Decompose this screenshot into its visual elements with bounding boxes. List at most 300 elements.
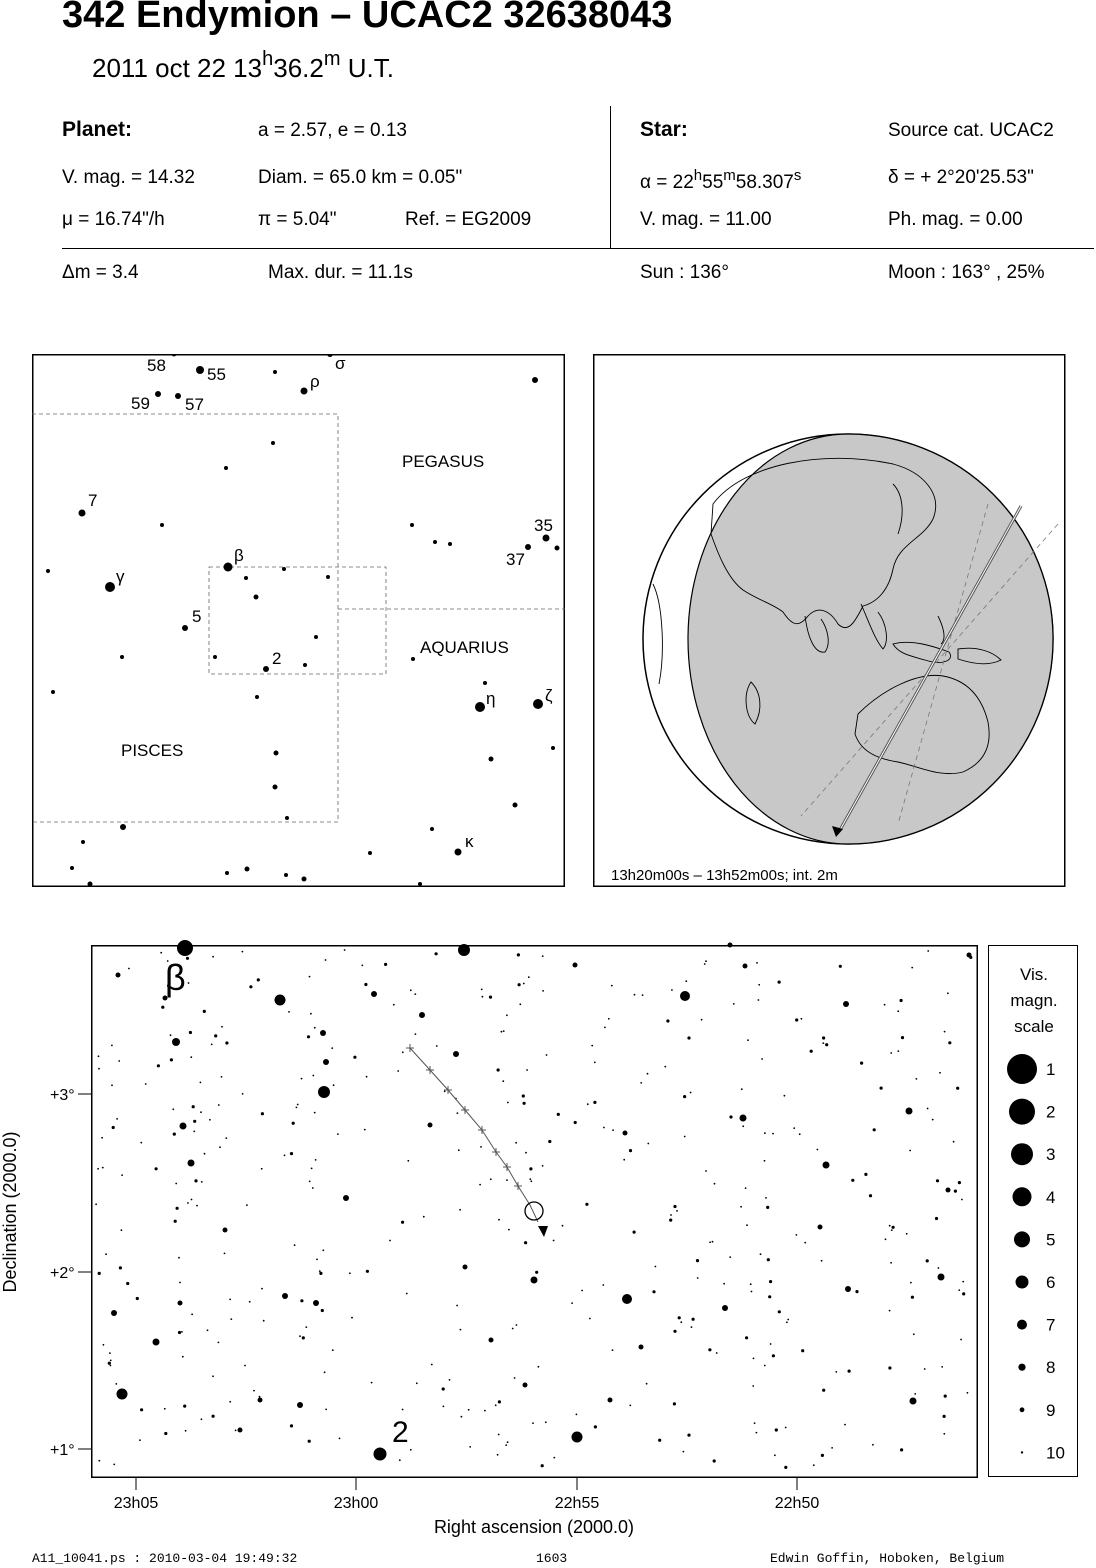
faint-star-253	[401, 1221, 404, 1224]
faint-star-309	[844, 1424, 846, 1426]
finder-star-9	[224, 466, 228, 470]
faint-star-338	[190, 1056, 192, 1058]
detail-chart	[0, 930, 1096, 1540]
alpha-s-val: 58.307	[735, 172, 794, 193]
faint-star-293	[324, 1371, 326, 1373]
legend-dot-3	[1011, 1143, 1033, 1165]
star-label-2: 2	[392, 1416, 409, 1449]
faint-star-246	[118, 1060, 120, 1062]
faint-star-99	[851, 1179, 854, 1182]
faint-star-147	[174, 1220, 177, 1223]
ytick-3: +3°	[50, 1087, 75, 1104]
faint-star-67	[557, 1113, 560, 1116]
table-divider	[610, 106, 611, 248]
faint-star-345	[774, 1454, 776, 1456]
faint-star-167	[314, 1112, 316, 1114]
faint-star-93	[389, 1240, 391, 1242]
finder-star-45	[81, 840, 85, 844]
faint-star-113	[967, 1392, 969, 1394]
faint-star-20	[932, 1119, 934, 1121]
faint-star-414	[813, 1464, 815, 1466]
faint-star-73	[461, 1416, 463, 1418]
finder-star-11	[160, 523, 164, 527]
faint-star-343	[263, 1320, 265, 1322]
faint-star-151	[442, 1387, 445, 1390]
star-heading: Star:	[640, 118, 688, 141]
faint-star-371	[548, 1140, 551, 1143]
detail-star-36	[523, 1383, 528, 1388]
faint-star-26	[750, 1283, 752, 1285]
detail-star-41	[428, 1123, 433, 1128]
faint-star-41	[523, 983, 525, 985]
page-title: 342 Endymion – UCAC2 32638043	[62, 0, 673, 36]
faint-star-401	[113, 1464, 115, 1466]
faint-star-135	[344, 949, 346, 951]
faint-star-303	[308, 1440, 311, 1443]
faint-star-79	[290, 1152, 293, 1155]
faint-star-378	[225, 1041, 228, 1044]
faint-star-334	[709, 1241, 711, 1243]
detail-star-44	[843, 1001, 849, 1007]
faint-star-152	[212, 956, 214, 958]
faint-star-283	[136, 1297, 139, 1300]
faint-star-324	[112, 1126, 115, 1129]
faint-star-329	[546, 1054, 548, 1056]
finder-star-43	[430, 827, 434, 831]
faint-star-326	[189, 1031, 192, 1034]
faint-star-331	[821, 1454, 824, 1457]
faint-star-34	[880, 1087, 883, 1090]
faint-star-419	[553, 1240, 555, 1242]
xtick-22h50: 22h50	[774, 1495, 820, 1512]
footer-left: A11_10041.ps : 2010-03-04 19:49:32	[32, 1551, 298, 1566]
detail-star-35	[238, 1428, 243, 1433]
track-arrow	[538, 1226, 548, 1237]
faint-star-13	[772, 1133, 774, 1135]
faint-star-92	[938, 1267, 940, 1269]
faint-star-0	[524, 1241, 527, 1244]
legend-mag-9: 9	[1046, 1400, 1056, 1420]
faint-star-178	[307, 1035, 310, 1038]
faint-star-149	[312, 1075, 314, 1077]
faint-star-320	[517, 953, 520, 956]
faint-star-369	[435, 952, 438, 955]
faint-star-54	[201, 1418, 203, 1420]
faint-star-48	[723, 1283, 725, 1285]
faint-star-219	[910, 1282, 912, 1284]
faint-star-80	[207, 1329, 209, 1331]
faint-star-69	[436, 1045, 438, 1047]
finder-star-49	[245, 867, 250, 872]
faint-star-363	[629, 1405, 631, 1407]
faint-star-105	[366, 1076, 368, 1078]
detail-star-7	[188, 1160, 195, 1167]
faint-star-155	[969, 956, 972, 959]
faint-star-39	[822, 1389, 825, 1392]
faint-star-405	[364, 983, 367, 986]
faint-star-370	[128, 968, 130, 970]
faint-star-323	[253, 1390, 255, 1392]
faint-star-11	[958, 1181, 961, 1184]
label-gamma: γ	[116, 567, 125, 586]
finder-star-16	[525, 544, 531, 550]
faint-star-409	[292, 1122, 295, 1125]
detail-star-16	[453, 1051, 459, 1057]
faint-star-310	[221, 1076, 223, 1078]
detail-star-29	[639, 1345, 644, 1350]
faint-star-269	[468, 1409, 470, 1411]
detail-star-50	[258, 1398, 263, 1403]
faint-star-176	[506, 1179, 508, 1181]
faint-star-187	[518, 983, 521, 986]
faint-star-381	[704, 963, 706, 965]
footer-center: 1603	[536, 1551, 568, 1566]
faint-star-173	[752, 1385, 754, 1387]
faint-star-270	[218, 1342, 220, 1344]
detail-field-box	[209, 567, 386, 674]
detail-star-32	[116, 973, 121, 978]
faint-star-356	[958, 1289, 960, 1291]
detail-star-23	[153, 1339, 160, 1346]
faint-star-160	[927, 1108, 929, 1110]
faint-star-353	[110, 1365, 112, 1367]
faint-star-95	[746, 1224, 748, 1226]
detail-star-22	[282, 1293, 288, 1299]
detail-star-24	[111, 1310, 117, 1316]
finder-star-51	[302, 877, 307, 882]
detail-star-47	[573, 963, 578, 968]
finder-star-8	[271, 441, 275, 445]
faint-star-118	[692, 1318, 695, 1321]
finder-star-38	[489, 757, 494, 762]
faint-star-230	[182, 1356, 184, 1358]
table-rule	[62, 248, 1094, 249]
faint-star-316	[890, 1052, 892, 1054]
finder-star-41	[120, 824, 126, 830]
faint-star-119	[310, 1013, 312, 1015]
faint-star-110	[172, 1108, 174, 1110]
faint-star-277	[160, 952, 162, 954]
legend-mag-10: 10	[1046, 1443, 1065, 1463]
label-37: 37	[506, 550, 525, 569]
faint-star-159	[589, 1318, 591, 1320]
legend-mag-7: 7	[1046, 1315, 1056, 1335]
faint-star-206	[764, 1132, 766, 1134]
star-source: Source cat. UCAC2	[888, 120, 1054, 141]
detail-star-31	[463, 1265, 468, 1270]
track-ticks	[406, 1044, 522, 1190]
faint-star-258	[314, 1027, 316, 1029]
event-datetime	[92, 48, 394, 84]
detail-star-27	[845, 1286, 851, 1292]
legend-scale	[989, 946, 1079, 1478]
faint-star-75	[315, 1159, 317, 1161]
faint-star-111	[683, 1451, 685, 1453]
faint-star-177	[225, 1137, 227, 1139]
faint-star-52	[480, 1146, 482, 1148]
faint-star-77	[745, 1187, 747, 1189]
faint-star-132	[778, 1310, 781, 1313]
finder-star-26	[314, 635, 318, 639]
detail-star-42	[371, 991, 377, 997]
faint-star-18	[489, 996, 492, 999]
faint-star-234	[507, 1441, 509, 1443]
time-suffix: U.T.	[340, 53, 394, 83]
faint-star-275	[541, 1464, 544, 1467]
faint-star-406	[423, 1216, 425, 1218]
label-5: 5	[192, 607, 202, 626]
magnitude-legend	[988, 945, 1078, 1477]
faint-star-223	[593, 1101, 596, 1104]
legend-dot-7	[1017, 1320, 1027, 1330]
label-kappa: κ	[465, 832, 474, 851]
target-star-circle	[525, 1202, 543, 1220]
faint-star-112	[242, 951, 244, 953]
faint-star-333	[505, 1444, 507, 1446]
faint-star-315	[431, 1364, 433, 1366]
faint-star-216	[542, 1165, 544, 1167]
finder-stars	[46, 354, 560, 887]
faint-star-382	[810, 1050, 813, 1053]
faint-star-126	[498, 1219, 500, 1221]
alpha-m: m	[723, 167, 736, 184]
label-eta: η	[486, 689, 496, 708]
faint-star-360	[261, 1288, 263, 1290]
faint-star-27	[116, 1118, 118, 1120]
faint-star-36	[673, 1402, 676, 1405]
faint-star-29	[741, 1088, 743, 1090]
faint-star-40	[528, 976, 530, 978]
faint-star-198	[795, 1018, 798, 1021]
detail-star-19	[323, 1059, 329, 1065]
faint-star-4	[671, 989, 673, 991]
faint-star-264	[740, 1206, 742, 1208]
faint-star-273	[914, 1393, 916, 1395]
faint-star-171	[712, 1241, 714, 1243]
faint-star-292	[402, 1409, 404, 1411]
faint-star-175	[784, 1466, 787, 1469]
faint-star-289	[916, 1078, 918, 1080]
faint-star-82	[397, 1070, 399, 1072]
faint-star-218	[181, 1331, 183, 1333]
faint-star-202	[212, 1375, 214, 1377]
finder-chart	[32, 354, 565, 887]
detail-star-43	[743, 964, 748, 969]
xtick-22h55: 22h55	[554, 1495, 600, 1512]
faint-star-14	[164, 1432, 167, 1435]
constellation-boundaries	[32, 414, 565, 822]
faint-star-259	[669, 1219, 672, 1222]
faint-star-188	[652, 1290, 655, 1293]
label-rho: ρ	[310, 372, 320, 391]
faint-star-162	[209, 1119, 211, 1121]
legend-dot-4	[1013, 1187, 1032, 1206]
faint-star-282	[705, 960, 707, 962]
faint-star-212	[947, 992, 949, 994]
detail-star-4	[172, 1038, 180, 1046]
faint-star-233	[246, 1204, 248, 1206]
faint-star-368	[229, 1401, 231, 1403]
faint-star-51	[361, 965, 363, 967]
faint-star-70	[299, 1335, 301, 1337]
faint-star-100	[873, 1128, 876, 1131]
faint-star-272	[514, 1377, 516, 1379]
faint-star-7	[139, 1439, 141, 1441]
faint-star-411	[535, 1271, 538, 1274]
faint-star-335	[765, 1197, 767, 1199]
faint-star-166	[793, 1127, 795, 1129]
faint-star-395	[697, 1277, 699, 1279]
legend-dot-6	[1016, 1276, 1029, 1289]
finder-star-25	[182, 625, 188, 631]
faint-star-379	[339, 1438, 341, 1440]
faint-star-266	[185, 1430, 187, 1432]
faint-star-243	[571, 1302, 573, 1304]
finder-star-46	[368, 851, 372, 855]
faint-star-21	[529, 1178, 531, 1180]
detail-star-1	[458, 944, 470, 956]
faint-star-180	[393, 1004, 395, 1006]
faint-star-91	[608, 1018, 610, 1020]
faint-star-340	[211, 1044, 213, 1046]
faint-star-238	[507, 1102, 509, 1104]
legend-mag-1: 1	[1046, 1060, 1056, 1079]
faint-star-53	[889, 1225, 891, 1227]
legend-mag-4: 4	[1046, 1187, 1056, 1207]
detail-star-10	[572, 1432, 583, 1443]
legend-mag-6: 6	[1046, 1273, 1056, 1292]
faint-star-314	[772, 1354, 775, 1357]
faint-star-32	[495, 1404, 497, 1406]
faint-star-386	[778, 981, 781, 984]
finder-star-29	[263, 666, 269, 672]
faint-star-365	[767, 1258, 770, 1261]
faint-star-376	[944, 1031, 946, 1033]
faint-star-61	[581, 1290, 583, 1292]
faint-star-158	[176, 1207, 179, 1210]
faint-star-339	[676, 1210, 678, 1212]
faint-star-398	[194, 1179, 197, 1182]
finder-star-3	[327, 354, 333, 357]
faint-star-2	[164, 1408, 166, 1410]
faint-star-346	[516, 1324, 518, 1326]
faint-star-74	[170, 1034, 172, 1036]
faint-star-139	[708, 1348, 711, 1351]
faint-star-255	[402, 1051, 404, 1053]
detail-star-49	[178, 1301, 183, 1306]
legend-dot-1	[1007, 1054, 1037, 1084]
faint-star-49	[410, 989, 412, 991]
faint-star-172	[587, 1103, 589, 1105]
star-vmag: V. mag. = 11.00	[640, 209, 772, 230]
faint-star-227	[538, 1366, 540, 1368]
faint-star-185	[534, 1279, 537, 1282]
faint-star-397	[705, 1170, 707, 1172]
faint-star-35	[230, 1318, 232, 1320]
detail-star-34	[297, 1402, 303, 1408]
faint-star-71	[890, 1262, 892, 1264]
faint-star-134	[758, 984, 760, 986]
finder-star-52	[88, 882, 93, 887]
faint-star-142	[889, 1310, 891, 1312]
faint-star-279	[939, 1072, 941, 1074]
faint-star-58	[785, 1427, 787, 1429]
faint-star-131	[529, 1167, 532, 1170]
constellation-aquarius: AQUARIUS	[420, 638, 509, 657]
faint-star-330	[612, 1349, 614, 1351]
faint-star-241	[522, 1094, 525, 1097]
faint-star-225	[716, 1352, 718, 1354]
faint-star-25	[943, 1433, 945, 1435]
faint-star-115	[366, 1270, 369, 1273]
faint-star-37	[822, 1036, 825, 1039]
star-label-beta: β	[165, 957, 186, 998]
legend-dot-8	[1018, 1364, 1025, 1371]
faint-star-60	[481, 989, 483, 991]
detail-star-6	[180, 1123, 187, 1130]
faint-star-242	[766, 1206, 769, 1209]
faint-star-146	[175, 1183, 177, 1185]
faint-star-140	[941, 1366, 943, 1368]
finder-star-4	[301, 388, 308, 395]
faint-star-256	[545, 1421, 547, 1423]
faint-star-410	[196, 1205, 198, 1207]
faint-star-349	[312, 1187, 314, 1189]
footer-right: Edwin Goffin, Hoboken, Belgium	[770, 1551, 1005, 1566]
faint-star-22	[490, 1178, 492, 1180]
faint-star-154	[111, 1045, 113, 1047]
faint-star-352	[747, 1039, 749, 1041]
faint-star-267	[817, 1149, 819, 1151]
finder-star-14	[448, 542, 452, 546]
finder-star-12	[410, 523, 414, 527]
legend-dot-5	[1014, 1231, 1030, 1247]
faint-star-389	[331, 1047, 333, 1049]
faint-star-392	[523, 1102, 526, 1105]
faint-star-6	[585, 1203, 588, 1206]
faint-star-362	[192, 1105, 195, 1108]
star-phmag: Ph. mag. = 0.00	[888, 209, 1023, 230]
detail-star-0	[177, 940, 193, 956]
faint-star-31	[482, 996, 484, 998]
detail-star-28	[722, 1305, 728, 1311]
label-sigma: σ	[335, 354, 346, 373]
faint-star-210	[407, 1160, 409, 1162]
faint-star-45	[191, 1199, 193, 1201]
faint-star-68	[935, 1217, 938, 1220]
faint-star-260	[658, 1439, 661, 1442]
faint-star-125	[457, 1112, 459, 1114]
faint-star-298	[414, 993, 416, 995]
faint-star-327	[261, 1112, 264, 1115]
legend-title-line-1: Vis.	[1019, 965, 1049, 984]
faint-star-384	[944, 1395, 947, 1398]
faint-star-235	[911, 967, 913, 969]
xtick-23h00: 23h00	[333, 1495, 379, 1512]
faint-star-196	[784, 1095, 786, 1097]
faint-star-141	[296, 1107, 298, 1109]
finder-frame	[33, 355, 565, 887]
faint-star-304	[353, 1056, 356, 1059]
detail-star-20	[343, 1195, 349, 1201]
faint-star-355	[288, 1011, 290, 1013]
faint-star-257	[102, 1167, 104, 1169]
faint-star-199	[835, 1371, 837, 1373]
faint-star-366	[322, 1249, 324, 1251]
faint-star-394	[325, 959, 327, 961]
faint-star-128	[502, 1080, 504, 1082]
faint-star-85	[924, 1368, 926, 1370]
